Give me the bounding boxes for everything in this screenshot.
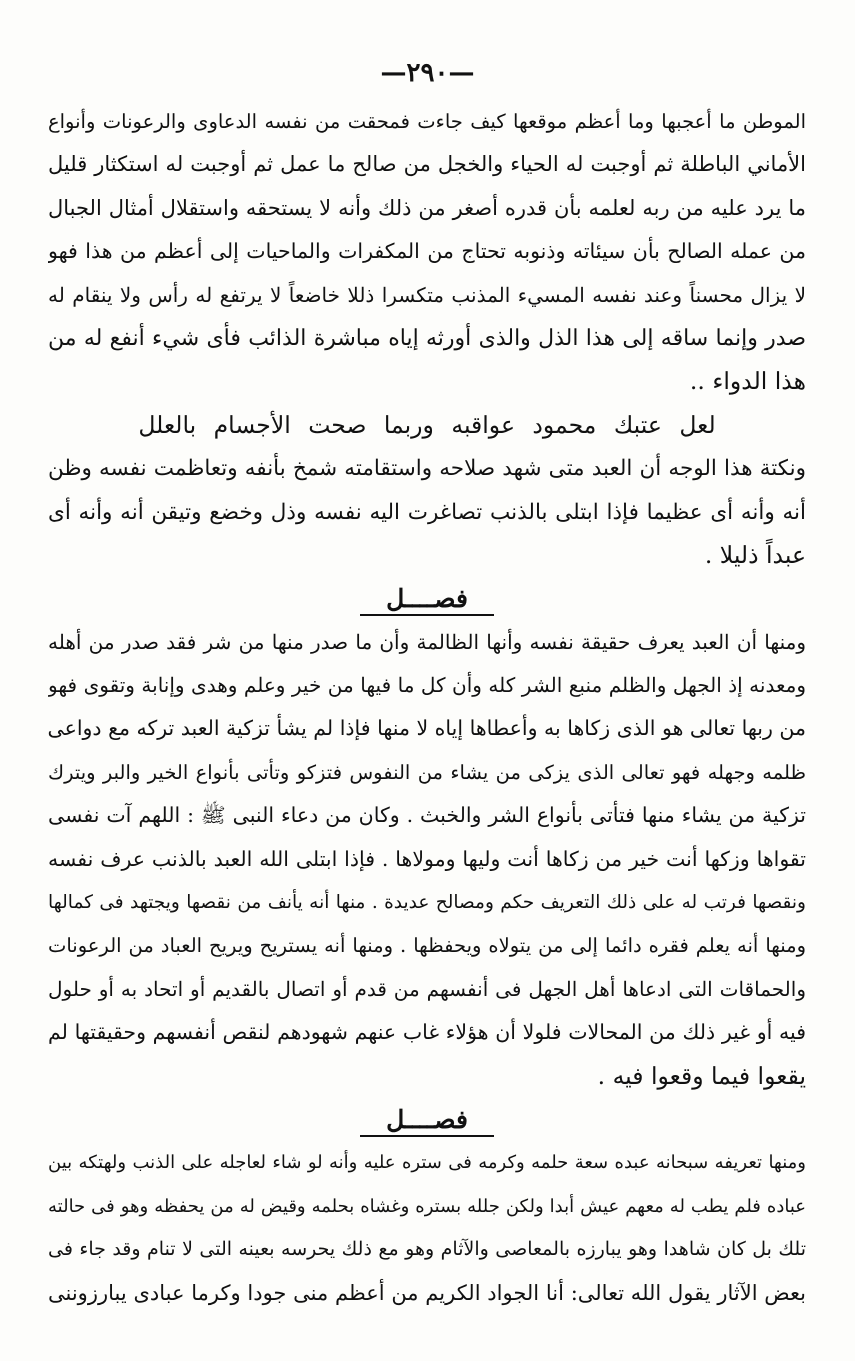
text-line: يقعوا فيما وقعوا فيه .: [597, 1061, 806, 1090]
poetry-verse: لعل عتبك محمود عواقبه وربما صحت الأجسام بالعلل: [138, 410, 716, 439]
text-line: ومنها أن العبد يعرف حقيقة نفسه وأنها الظالمة وأن ما صدر منها من شر فقد صدر من أهله: [48, 629, 806, 654]
text-line: والحماقات التى ادعاها أهل الجهل فى أنفسهم من قدم أو اتصال بالقديم أو اتحاد به أو حلول: [48, 976, 806, 1001]
paragraph-humility: [48, 100, 806, 404]
text-line: ونكتة هذا الوجه أن العبد متى شهد صلاحه واستقامته شمخ بأنفه وتعاظمت نفسه وظن: [48, 456, 806, 482]
section-heading-text: فصــــل: [360, 1105, 494, 1137]
text-line: تلك بل كان شاهدا وهو يبارزه بالمعاصى والآثام وهو مع ذلك يحرسه بعينه التى لا تنام وقد جاء فى: [48, 1238, 806, 1261]
paragraph-point: [48, 447, 806, 577]
text-line: فيه أو غير ذلك من المحالات فلولا أن هؤلاء غاب عنهم شهودهم لنقص أنفسهم وحقيقتها لم: [48, 1020, 806, 1045]
text-line: هذا الدواء ..: [689, 367, 806, 396]
text-line: من عمله الصالح بأن سيئاته وذنوبه تحتاج من المكفرات والماحيات إلى أعظم من هذا فهو: [48, 239, 806, 264]
text-line: ونقصها فرتب له على ذلك التعريف حكم ومصالح عديدة . منها أنه يأنف من نقصها ويجتهد فى كمالها: [48, 892, 806, 914]
section-heading-text: فصــــل: [360, 584, 494, 616]
text-line: ظلمه وجهله فهو تعالى الذى يزكى من يشاء من النفوس فتزكو وتأتى بأنواع الخير والبر ويترك: [48, 760, 806, 784]
paragraph-self-knowledge: [48, 621, 806, 1098]
text-line: ما يرد عليه من ربه لعلمه بأن قدره أصغر من ذلك وأنه لا يستحقه واستقلال أمثال الجبال: [48, 195, 806, 220]
text-line: بعض الآثار يقول الله تعالى: أنا الجواد الكريم من أعظم منى جودا وكرما عبادى يبارزوننى: [48, 1280, 806, 1305]
text-line: ومنها تعريفه سبحانه عبده سعة حلمه وكرمه فى ستره عليه وأنه لو شاء لعاجله على الذنب ولهتكه بين: [48, 1152, 806, 1174]
text-line: تزكية من يشاء منها فتأتى بأنواع الشر والخبث . وكان من دعاء النبى ﷺ : اللهم آت نفسى: [48, 803, 806, 828]
text-line: أنه وأنه أى عظيما فإذا ابتلى بالذنب تصاغرت اليه نفسه وذل وخضع وتيقن أنه وأنه أى: [48, 499, 806, 525]
text-line: ومعدنه إذ الجهل والظلم منبع الشر كله وأن كل ما فيها من خير وعلم وهدى وإنابة وتقوى فهو: [48, 673, 806, 698]
text-line: ومنها أنه يعلم فقره دائما إلى من يتولاه ويحفظها . ومنها أنه يستريح ويريح العباد من الرعونات: [48, 934, 806, 958]
section-heading: [48, 1098, 806, 1141]
text-line: تقواها وزكها أنت خير من زكاها أنت وليها ومولاها . فإذا ابتلى الله العبد بالذنب عرف نفسه: [48, 846, 806, 871]
text-line: لا يزال محسناً وعند نفسه المسيء المذنب متكسرا ذللا خاضعاً لا يرتفع له رأس ولا ينقام له: [48, 282, 806, 307]
text-line: صدر وإنما ساقه إلى هذا الذل والذى أورثه إياه مباشرة الذائب فأى شيء أنفع له من: [48, 325, 806, 351]
paragraph-forbearance: [48, 1141, 806, 1315]
section-heading: [48, 577, 806, 620]
page-number: —٢٩٠—: [380, 58, 475, 88]
text-line: عبداً ذليلا .: [704, 540, 806, 569]
text-line: من ربها تعالى هو الذى زكاها به وأعطاها إياه لا منها فإذا لم يشأ تزكية العبد تركه مع دواعى: [48, 716, 806, 741]
body-text: [48, 100, 806, 1315]
text-line: الأماني الباطلة ثم أوجبت له الحياء والخجل من صالح ما عمل ثم أوجبت له استكثار قليل: [48, 152, 806, 177]
text-line: عباده فلم يطب له معهم عيش أبدا ولكن جلله بستره وغشاه بحلمه وقيض له من يحفظه وهو فى حالته: [48, 1195, 806, 1217]
text-line: الموطن ما أعجبها وما أعظم موقعها كيف جاءت فمحقت من نفسه الدعاوى والرعونات وأنواع: [48, 110, 806, 133]
